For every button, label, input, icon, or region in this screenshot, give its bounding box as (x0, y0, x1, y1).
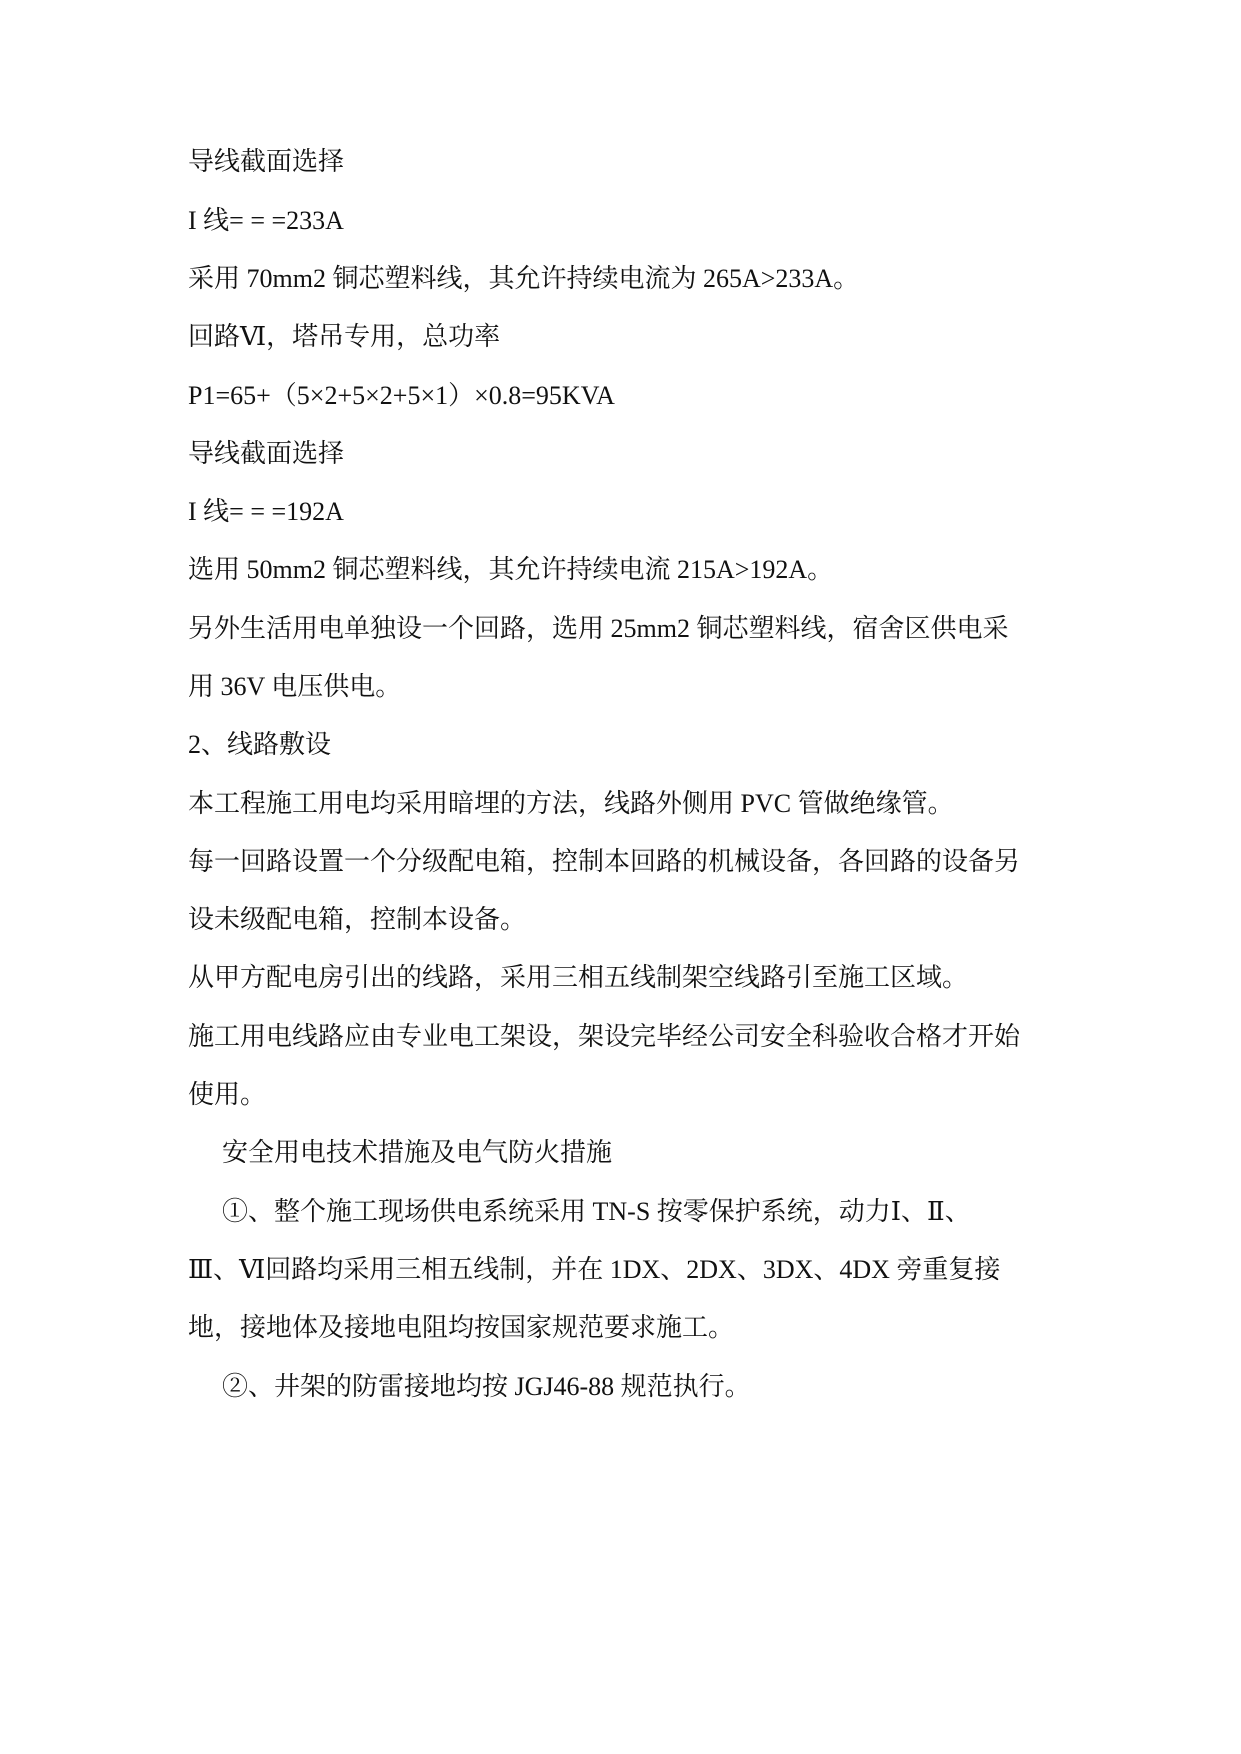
paragraph-formula-power: P1=65+（5×2+5×2+5×1）×0.8=95KVA (188, 381, 615, 410)
paragraph-text: 采用 70mm2 铜芯塑料线，其允许持续电流为 265A>233A。 (188, 264, 860, 293)
paragraph-text: 使用。 (188, 1080, 267, 1109)
paragraph-heading-section: 安全用电技术措施及电气防火措施 (222, 1138, 613, 1167)
paragraph-text: 地，接地体及接地电阻均按国家规范要求施工。 (188, 1313, 735, 1342)
paragraph-heading-section: 2、线路敷设 (188, 730, 332, 759)
paragraph-text: 另外生活用电单独设一个回路，选用 25mm2 铜芯塑料线，宿舍区供电采 (188, 614, 1009, 643)
paragraph-text: 设未级配电箱，控制本设备。 (188, 905, 527, 934)
paragraph-text: 施工用电线路应由专业电工架设，架设完毕经公司安全科验收合格才开始 (188, 1022, 1021, 1051)
paragraph-text: ②、井架的防雷接地均按 JGJ46-88 规范执行。 (222, 1372, 751, 1401)
paragraph-text: 每一回路设置一个分级配电箱，控制本回路的机械设备，各回路的设备另 (188, 847, 1021, 876)
paragraph-text: Ⅲ、Ⅵ回路均采用三相五线制，并在 1DX、2DX、3DX、4DX 旁重复接 (188, 1255, 1001, 1284)
paragraph-text: ①、整个施工现场供电系统采用 TN-S 按零保护系统，动力Ⅰ、Ⅱ、 (222, 1197, 971, 1226)
paragraph-text: 回路Ⅵ，塔吊专用，总功率 (188, 322, 501, 351)
paragraph-text: 选用 50mm2 铜芯塑料线，其允许持续电流 215A>192A。 (188, 555, 834, 584)
paragraph-text: 本工程施工用电均采用暗埋的方法，线路外侧用 PVC 管做绝缘管。 (188, 789, 954, 818)
paragraph-heading-section: 导线截面选择 (188, 439, 345, 468)
paragraph-heading-section: 导线截面选择 (188, 147, 345, 176)
paragraph-formula-current: I 线= = =192A (188, 497, 344, 526)
paragraph-text: 从甲方配电房引出的线路，采用三相五线制架空线路引至施工区域。 (188, 963, 969, 992)
paragraph-formula-current: I 线= = =233A (188, 206, 344, 235)
paragraph-text: 用 36V 电压供电。 (188, 672, 402, 701)
